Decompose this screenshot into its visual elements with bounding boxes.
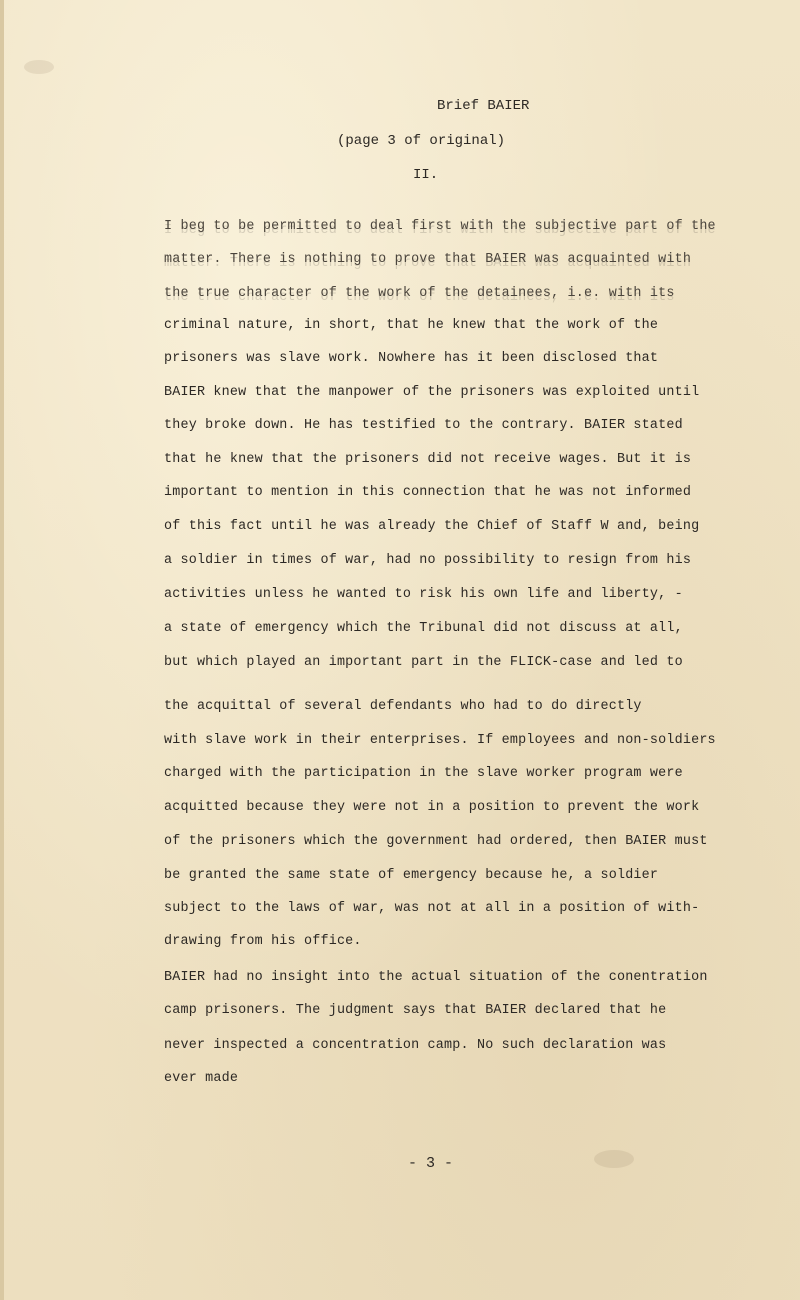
body-line: with slave work in their enterprises. If employees and non-soldiers bbox=[164, 733, 716, 748]
body-line: of this fact until he was already the Chief of Staff W and, being bbox=[164, 519, 700, 534]
body-line: a state of emergency which the Tribunal did not discuss at all, bbox=[164, 621, 683, 636]
page-reference: (page 3 of original) bbox=[337, 133, 506, 149]
body-line: activities unless he wanted to risk his own life and liberty, - bbox=[164, 587, 683, 602]
body-line: I beg to be permitted to deal first with the subjective part of the bbox=[164, 219, 716, 234]
paper-stain bbox=[24, 60, 54, 74]
body-line: never inspected a concentration camp. No such declaration was bbox=[164, 1038, 667, 1053]
body-line: be granted the same state of emergency because he, a soldier bbox=[164, 868, 659, 883]
page-number: - 3 - bbox=[408, 1155, 454, 1172]
body-line: but which played an important part in the FLICK-case and led to bbox=[164, 655, 683, 670]
body-line: criminal nature, in short, that he knew that the work of the bbox=[164, 318, 659, 333]
body-line: the true character of the work of the detainees, i.e. with its bbox=[164, 286, 675, 301]
body-line: they broke down. He has testified to the contrary. BAIER stated bbox=[164, 418, 683, 433]
body-line: a soldier in times of war, had no possibility to resign from his bbox=[164, 553, 692, 568]
body-line: drawing from his office. bbox=[164, 934, 362, 949]
body-line: that he knew that the prisoners did not receive wages. But it is bbox=[164, 452, 692, 467]
body-line: subject to the laws of war, was not at all in a position of with- bbox=[164, 901, 700, 916]
body-line: important to mention in this connection that he was not informed bbox=[164, 485, 692, 500]
body-line: prisoners was slave work. Nowhere has it been disclosed that bbox=[164, 351, 659, 366]
body-line: BAIER had no insight into the actual situation of the conentration bbox=[164, 970, 708, 985]
body-line: camp prisoners. The judgment says that BAIER declared that he bbox=[164, 1003, 667, 1018]
section-number: II. bbox=[413, 167, 439, 183]
body-line: charged with the participation in the slave worker program were bbox=[164, 766, 683, 781]
body-line: the acquittal of several defendants who had to do directly bbox=[164, 699, 642, 714]
body-line: ever made bbox=[164, 1071, 239, 1086]
body-line: BAIER knew that the manpower of the prisoners was exploited until bbox=[164, 385, 700, 400]
body-line: acquitted because they were not in a position to prevent the work bbox=[164, 800, 700, 815]
body-line: of the prisoners which the government had ordered, then BAIER must bbox=[164, 834, 708, 849]
document-title: Brief BAIER bbox=[437, 98, 530, 114]
body-line: matter. There is nothing to prove that BAIER was acquainted with bbox=[164, 252, 692, 267]
paper-stain bbox=[594, 1150, 634, 1168]
